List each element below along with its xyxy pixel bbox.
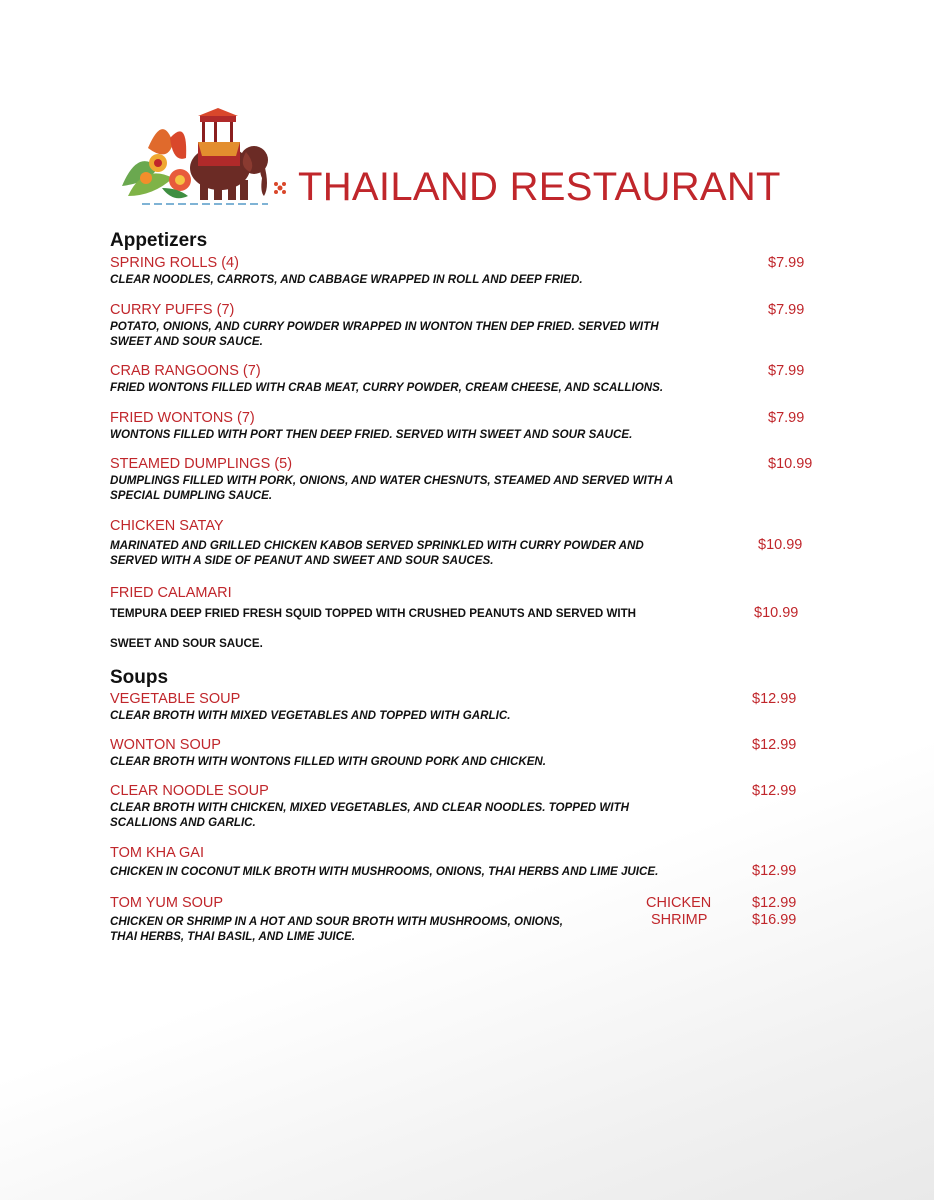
menu-item-description: SWEET AND SOUR SAUCE. [110,335,263,348]
menu-option-price: $16.99 [752,912,797,928]
menu-item-description: DUMPLINGS FILLED WITH PORK, ONIONS, AND WATER CHESNUTS, STEAMED AND SERVED WITH A [110,474,674,487]
menu-item-name: CHICKEN SATAY [110,518,224,534]
menu-item-name: STEAMED DUMPLINGS (5) [110,456,293,472]
menu-item-price: $7.99 [768,302,805,318]
menu-item-name: TOM KHA GAI [110,845,205,861]
menu-item-name: CLEAR NOODLE SOUP [110,783,269,799]
menu-option-label: SHRIMP [651,912,708,928]
menu-item-description: SERVED WITH A SIDE OF PEANUT AND SWEET AND SOUR SAUCES. [110,554,494,567]
menu-item-description: SPECIAL DUMPLING SAUCE. [110,489,273,502]
menu-item-price: $10.99 [754,605,799,621]
menu-item-description: FRIED WONTONS FILLED WITH CRAB MEAT, CURRY POWDER, CREAM CHEESE, AND SCALLIONS. [110,381,664,394]
menu-item-description: CLEAR BROTH WITH CHICKEN, MIXED VEGETABLES, AND CLEAR NOODLES. TOPPED WITH [110,801,629,814]
menu-item-description: CLEAR BROTH WITH WONTONS FILLED WITH GROUND PORK AND CHICKEN. [110,755,547,768]
menu-item-description: CHICKEN IN COCONUT MILK BROTH WITH MUSHROOMS, ONIONS, THAI HERBS AND LIME JUICE. [110,865,659,878]
menu-item-description: MARINATED AND GRILLED CHICKEN KABOB SERVED SPRINKLED WITH CURRY POWDER AND [110,539,644,552]
menu-item-description: WONTONS FILLED WITH PORT THEN DEEP FRIED. SERVED WITH SWEET AND SOUR SAUCE. [110,428,633,441]
elephant-logo-icon [118,108,286,210]
menu-item-description: SCALLIONS AND GARLIC. [110,816,256,829]
menu-item-name: VEGETABLE SOUP [110,691,241,707]
section-heading-appetizers: Appetizers [110,230,208,251]
menu-item-price: $10.99 [768,456,813,472]
menu-item-name: CRAB RANGOONS (7) [110,363,261,379]
menu-item-price: $12.99 [752,783,797,799]
restaurant-title: THAILAND RESTAURANT [298,165,781,209]
menu-item-name: SPRING ROLLS (4) [110,255,239,271]
menu-item-description: CLEAR NOODLES, CARROTS, AND CABBAGE WRAPPED IN ROLL AND DEEP FRIED. [110,273,583,286]
menu-item-description: CHICKEN OR SHRIMP IN A HOT AND SOUR BROTH WITH MUSHROOMS, ONIONS, [110,915,564,928]
menu-item-price: $7.99 [768,255,805,271]
menu-item-name: CURRY PUFFS (7) [110,302,235,318]
section-heading-soups: Soups [110,667,169,688]
menu-item-price: $12.99 [752,737,797,753]
menu-item-description: CLEAR BROTH WITH MIXED VEGETABLES AND TOPPED WITH GARLIC. [110,709,511,722]
menu-item-price: $7.99 [768,410,805,426]
menu-item-name: FRIED WONTONS (7) [110,410,255,426]
menu-item-description: TEMPURA DEEP FRIED FRESH SQUID TOPPED WITH CRUSHED PEANUTS AND SERVED WITH [110,607,637,620]
menu-item-description: POTATO, ONIONS, AND CURRY POWDER WRAPPED IN WONTON THEN DEP FRIED. SERVED WITH [110,320,659,333]
menu-item-name: WONTON SOUP [110,737,221,753]
menu-item-price: $12.99 [752,863,797,879]
menu-item-price: $10.99 [758,537,803,553]
menu-item-name: FRIED CALAMARI [110,585,232,601]
menu-item-name: TOM YUM SOUP [110,895,224,911]
menu-item-price: $7.99 [768,363,805,379]
menu-item-price: $12.99 [752,691,797,707]
menu-item-description: THAI HERBS, THAI BASIL, AND LIME JUICE. [110,930,355,943]
menu-item-description: SWEET AND SOUR SAUCE. [110,637,263,650]
menu-option-label: CHICKEN [646,895,712,911]
menu-option-price: $12.99 [752,895,797,911]
